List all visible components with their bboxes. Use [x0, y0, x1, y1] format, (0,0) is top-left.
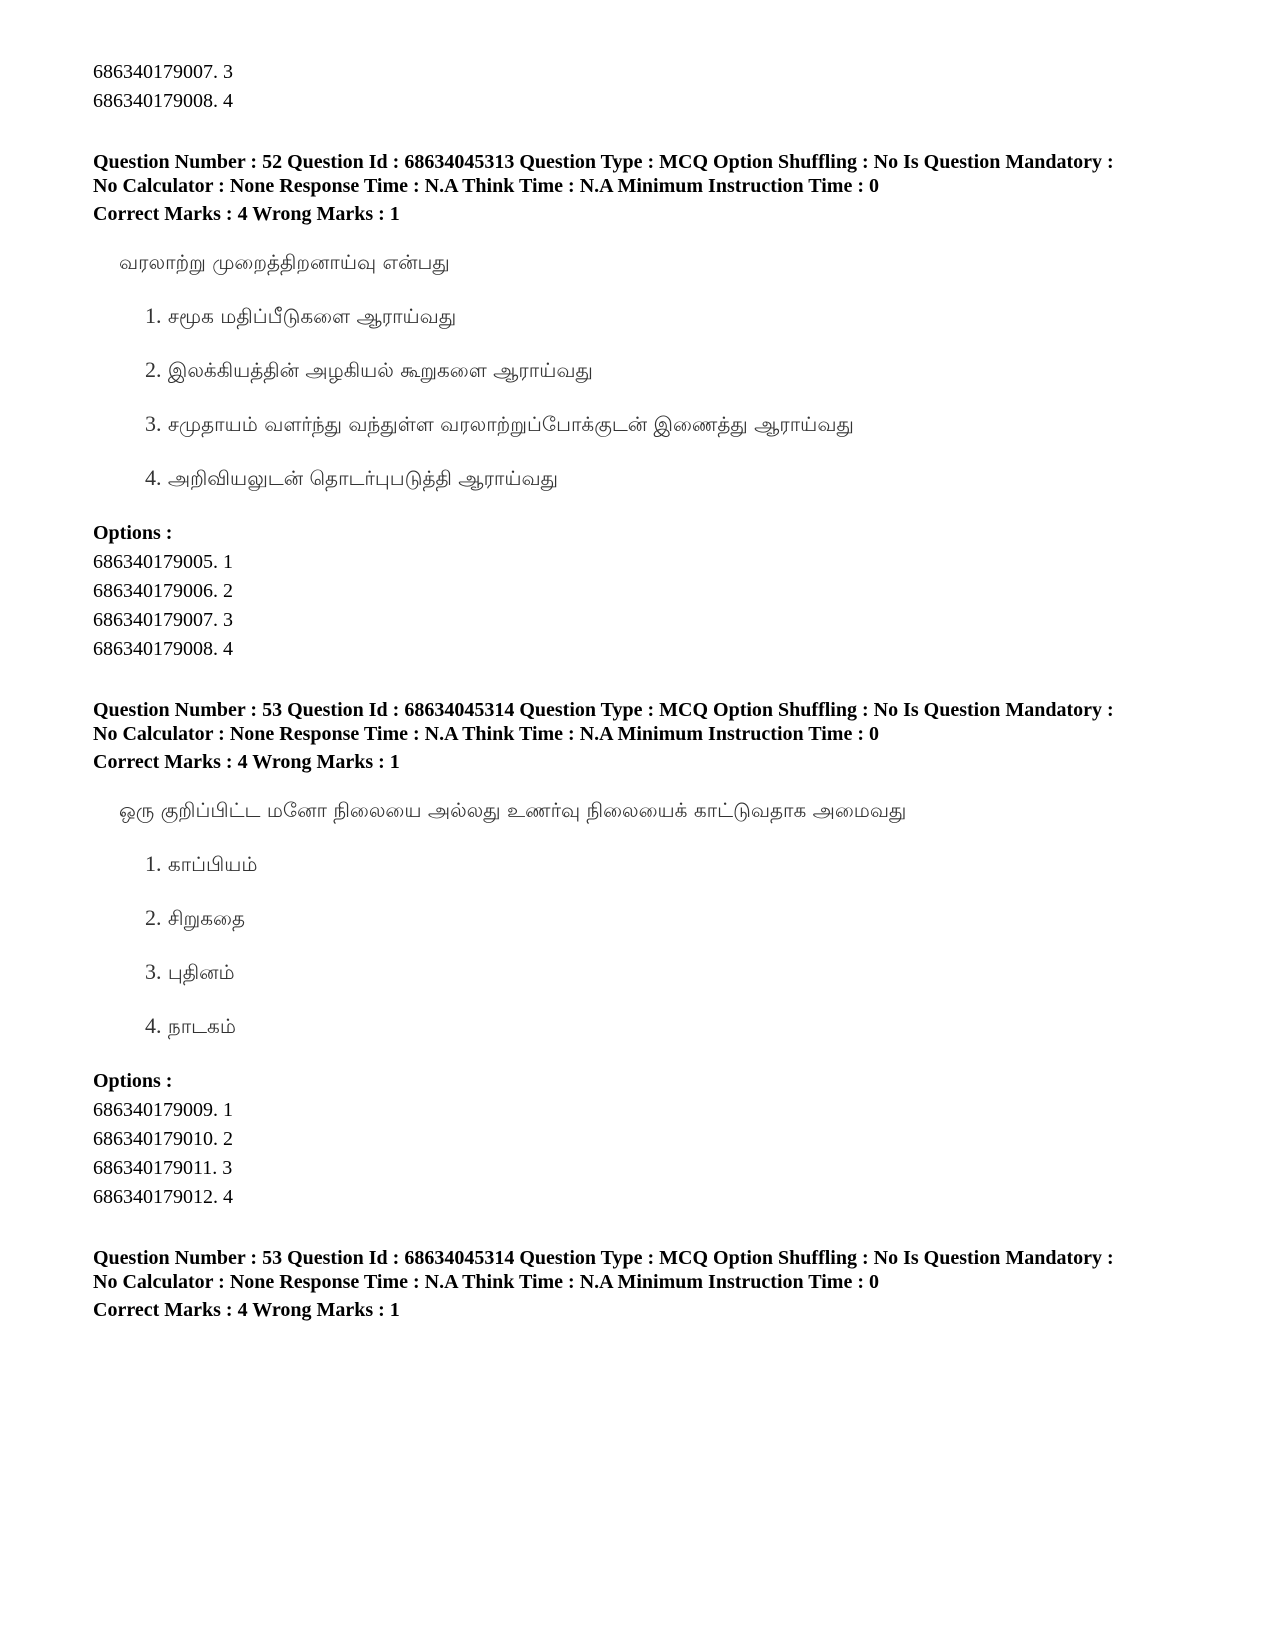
choice-number: 3. [145, 959, 162, 984]
question-block [93, 698, 1203, 1212]
question-header [93, 1246, 1203, 1294]
option-line: 686340179012. 4 [93, 1186, 233, 1208]
question-header [93, 698, 1203, 746]
question-header-line-1: Question Number : 53 Question Id : 68634045314 Question Type : MCQ Option Shuffling : No Is Question Mandatory : [93, 1247, 1114, 1269]
previous-options-list [93, 58, 1203, 116]
document-page [93, 58, 1203, 1325]
choice-item [145, 957, 1203, 987]
choice-number: 1. [145, 303, 162, 328]
choice-item [145, 463, 1203, 493]
question-header-line-1: Question Number : 53 Question Id : 68634045314 Question Type : MCQ Option Shuffling : No Is Question Mandatory : [93, 699, 1114, 721]
choice-text: சிறுகதை [167, 906, 245, 930]
choice-text: சமுதாயம் வளர்ந்து வந்துள்ள வரலாற்றுப்போக்குடன் இணைத்து ஆராய்வது [167, 412, 854, 436]
question-header [93, 150, 1203, 198]
choice-item [145, 301, 1203, 331]
option-line: 686340179007. 3 [93, 609, 233, 631]
choice-item [145, 849, 1203, 879]
option-line: 686340179006. 2 [93, 580, 233, 602]
question-block [93, 1246, 1203, 1325]
options-list [93, 1096, 1203, 1212]
choice-number: 3. [145, 411, 162, 436]
choice-number: 2. [145, 905, 162, 930]
question-block [93, 150, 1203, 664]
question-text: ஒரு குறிப்பிட்ட மனோ நிலையை அல்லது உணர்வு நிலையைக் காட்டுவதாக அமைவது [119, 798, 907, 822]
choice-number: 2. [145, 357, 162, 382]
option-line: 686340179007. 3 [93, 61, 233, 83]
question-marks: Correct Marks : 4 Wrong Marks : 1 [93, 1299, 400, 1321]
option-line: 686340179008. 4 [93, 90, 233, 112]
choice-text: இலக்கியத்தின் அழகியல் கூறுகளை ஆராய்வது [167, 358, 593, 382]
question-text: வரலாற்று முறைத்திறனாய்வு என்பது [119, 250, 450, 274]
question-header-line-2: No Calculator : None Response Time : N.A Think Time : N.A Minimum Instruction Time : 0 [93, 175, 879, 197]
choice-number: 4. [145, 465, 162, 490]
choice-item [145, 1011, 1203, 1041]
choice-item [145, 903, 1203, 933]
question-header-line-1: Question Number : 52 Question Id : 68634045313 Question Type : MCQ Option Shuffling : No Is Question Mandatory : [93, 151, 1114, 173]
choice-text: சமூக மதிப்பீடுகளை ஆராய்வது [167, 304, 457, 328]
question-body [119, 795, 1203, 1041]
options-list [93, 548, 1203, 664]
question-header-line-2: No Calculator : None Response Time : N.A Think Time : N.A Minimum Instruction Time : 0 [93, 723, 879, 745]
option-line: 686340179005. 1 [93, 551, 233, 573]
choice-item [145, 409, 1203, 439]
options-label: Options : [93, 522, 173, 544]
option-line: 686340179009. 1 [93, 1099, 233, 1121]
choice-text: அறிவியலுடன் தொடர்புபடுத்தி ஆராய்வது [167, 466, 558, 490]
choice-number: 4. [145, 1013, 162, 1038]
question-header-line-2: No Calculator : None Response Time : N.A Think Time : N.A Minimum Instruction Time : 0 [93, 1271, 879, 1293]
question-marks: Correct Marks : 4 Wrong Marks : 1 [93, 751, 400, 773]
options-label: Options : [93, 1070, 173, 1092]
choice-text: புதினம் [167, 960, 235, 984]
option-line: 686340179010. 2 [93, 1128, 233, 1150]
question-marks: Correct Marks : 4 Wrong Marks : 1 [93, 203, 400, 225]
question-body [119, 247, 1203, 493]
choice-number: 1. [145, 851, 162, 876]
option-line: 686340179011. 3 [93, 1157, 233, 1179]
option-line: 686340179008. 4 [93, 638, 233, 660]
choice-text: காப்பியம் [167, 852, 258, 876]
choice-text: நாடகம் [167, 1014, 236, 1038]
choice-item [145, 355, 1203, 385]
